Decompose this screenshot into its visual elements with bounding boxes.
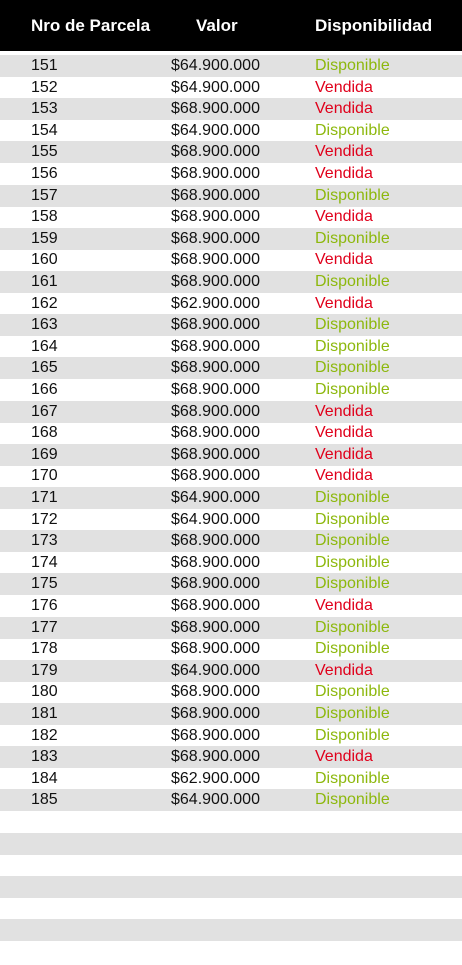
- status-cell: Vendida: [315, 424, 373, 442]
- status-cell: Vendida: [315, 251, 373, 269]
- parcela-cell: 171: [31, 489, 58, 506]
- status-cell: Vendida: [315, 597, 373, 614]
- status-cell: Vendida: [315, 661, 373, 679]
- parcela-cell: 184: [31, 769, 58, 787]
- valor-cell: $64.900.000: [171, 489, 260, 506]
- table-row: [0, 271, 462, 293]
- parcela-cell: 163: [31, 316, 58, 334]
- column-header-disponibilidad: Disponibilidad: [315, 16, 433, 35]
- parcela-cell: 173: [31, 532, 58, 550]
- table-row: [0, 509, 462, 531]
- table-row: [0, 660, 462, 682]
- empty-table-row: [0, 897, 462, 919]
- status-cell: Disponible: [315, 229, 390, 247]
- status-cell: Vendida: [315, 78, 373, 96]
- parcela-cell: 157: [31, 186, 58, 204]
- valor-cell: $68.900.000: [171, 467, 260, 485]
- status-cell: Vendida: [315, 467, 373, 485]
- status-cell: Vendida: [315, 143, 373, 161]
- table-header: [0, 0, 462, 51]
- status-cell: Vendida: [315, 294, 373, 312]
- table-row: [0, 98, 462, 120]
- empty-table-row: [0, 833, 462, 855]
- parcela-cell: 182: [31, 726, 58, 744]
- empty-table-row: [0, 854, 462, 876]
- status-cell: Disponible: [315, 618, 390, 636]
- table-row: [0, 789, 462, 811]
- valor-cell: $68.900.000: [171, 532, 260, 550]
- valor-cell: $68.900.000: [171, 359, 260, 377]
- parcela-cell: 160: [31, 251, 58, 269]
- parcela-cell: 165: [31, 359, 58, 377]
- table-row: [0, 444, 462, 466]
- valor-cell: $68.900.000: [171, 208, 260, 226]
- parcela-cell: 185: [31, 791, 58, 809]
- status-cell: Disponible: [315, 121, 390, 139]
- table-row: [0, 638, 462, 660]
- valor-cell: $68.900.000: [171, 143, 260, 161]
- table-row: [0, 357, 462, 379]
- table-row: [0, 681, 462, 703]
- table-row: [0, 379, 462, 401]
- parcela-cell: 166: [31, 381, 58, 398]
- parcela-cell: 167: [31, 402, 58, 420]
- valor-cell: $64.900.000: [171, 78, 260, 96]
- parcela-cell: 170: [31, 467, 58, 485]
- table-row: [0, 768, 462, 790]
- valor-cell: $68.900.000: [171, 553, 260, 571]
- status-cell: Disponible: [315, 791, 390, 809]
- status-cell: Vendida: [315, 208, 373, 226]
- status-cell: Disponible: [315, 769, 390, 787]
- status-cell: Vendida: [315, 402, 373, 420]
- parcela-cell: 169: [31, 445, 58, 463]
- parcela-cell: 155: [31, 143, 58, 161]
- parcela-cell: 168: [31, 424, 58, 442]
- valor-cell: $68.900.000: [171, 618, 260, 636]
- parcela-cell: 172: [31, 510, 58, 528]
- parcela-cell: 180: [31, 683, 58, 701]
- valor-cell: $68.900.000: [171, 381, 260, 398]
- status-cell: Disponible: [315, 316, 390, 334]
- valor-cell: $68.900.000: [171, 402, 260, 420]
- parcela-cell: 177: [31, 618, 58, 636]
- table-row: [0, 77, 462, 99]
- valor-cell: $68.900.000: [171, 186, 260, 204]
- parcela-cell: 178: [31, 640, 58, 658]
- table-row: [0, 55, 462, 77]
- status-cell: Vendida: [315, 445, 373, 463]
- valor-cell: $68.900.000: [171, 337, 260, 355]
- parcela-cell: 179: [31, 661, 58, 679]
- status-cell: Disponible: [315, 489, 390, 506]
- parcela-cell: 154: [31, 121, 58, 139]
- table-row: [0, 120, 462, 142]
- status-cell: Vendida: [315, 748, 373, 766]
- table-row: [0, 228, 462, 250]
- status-cell: Disponible: [315, 683, 390, 701]
- parcela-cell: 183: [31, 748, 58, 766]
- status-cell: Disponible: [315, 575, 390, 593]
- table-row: [0, 336, 462, 358]
- valor-cell: $68.900.000: [171, 640, 260, 658]
- status-cell: Vendida: [315, 100, 373, 118]
- parcela-cell: 175: [31, 575, 58, 593]
- valor-cell: $64.900.000: [171, 661, 260, 679]
- valor-cell: $64.900.000: [171, 791, 260, 809]
- status-cell: Disponible: [315, 640, 390, 658]
- valor-cell: $68.900.000: [171, 705, 260, 722]
- parcela-cell: 156: [31, 165, 58, 182]
- table-row: [0, 595, 462, 617]
- valor-cell: $64.900.000: [171, 121, 260, 139]
- table-row: [0, 185, 462, 207]
- status-cell: Disponible: [315, 337, 390, 355]
- valor-cell: $62.900.000: [171, 769, 260, 787]
- empty-table-row: [0, 941, 462, 963]
- status-cell: Disponible: [315, 273, 390, 290]
- parcela-cell: 161: [31, 273, 58, 290]
- table-row: [0, 617, 462, 639]
- valor-cell: $68.900.000: [171, 597, 260, 614]
- table-row: [0, 487, 462, 509]
- parcela-cell: 164: [31, 337, 58, 355]
- table-row: [0, 141, 462, 163]
- valor-cell: $68.900.000: [171, 748, 260, 766]
- column-header-parcela: Nro de Parcela: [31, 16, 151, 35]
- valor-cell: $68.900.000: [171, 100, 260, 118]
- status-cell: Disponible: [315, 726, 390, 744]
- status-cell: Disponible: [315, 57, 390, 74]
- status-cell: Disponible: [315, 532, 390, 550]
- status-cell: Disponible: [315, 381, 390, 398]
- table-row: [0, 465, 462, 487]
- status-cell: Vendida: [315, 165, 373, 182]
- table-row: [0, 314, 462, 336]
- parcela-cell: 151: [31, 57, 58, 74]
- table-row: [0, 206, 462, 228]
- empty-table-row: [0, 919, 462, 941]
- parcela-cell: 152: [31, 78, 58, 96]
- empty-table-row: [0, 876, 462, 898]
- parcela-cell: 162: [31, 294, 58, 312]
- parcela-cell: 158: [31, 208, 58, 226]
- parcela-cell: 181: [31, 705, 58, 722]
- table-row: [0, 552, 462, 574]
- valor-cell: $64.900.000: [171, 510, 260, 528]
- valor-cell: $68.900.000: [171, 726, 260, 744]
- parcela-cell: 153: [31, 100, 58, 118]
- status-cell: Disponible: [315, 510, 390, 528]
- table-row: [0, 573, 462, 595]
- valor-cell: $68.900.000: [171, 229, 260, 247]
- valor-cell: $68.900.000: [171, 424, 260, 442]
- valor-cell: $68.900.000: [171, 165, 260, 182]
- valor-cell: $68.900.000: [171, 273, 260, 290]
- status-cell: Disponible: [315, 705, 390, 722]
- table-row: [0, 401, 462, 423]
- table-row: [0, 422, 462, 444]
- parcela-cell: 174: [31, 553, 58, 571]
- empty-table-row: [0, 811, 462, 833]
- valor-cell: $68.900.000: [171, 251, 260, 269]
- valor-cell: $64.900.000: [171, 57, 260, 74]
- valor-cell: $68.900.000: [171, 316, 260, 334]
- valor-cell: $68.900.000: [171, 575, 260, 593]
- parcela-cell: 159: [31, 229, 58, 247]
- parcela-cell: 176: [31, 597, 58, 614]
- status-cell: Disponible: [315, 186, 390, 204]
- status-cell: Disponible: [315, 553, 390, 571]
- status-cell: Disponible: [315, 359, 390, 377]
- table-row: [0, 530, 462, 552]
- table-row: [0, 725, 462, 747]
- table-row: [0, 293, 462, 315]
- table-row: [0, 746, 462, 768]
- valor-cell: $68.900.000: [171, 445, 260, 463]
- table-row: [0, 163, 462, 185]
- valor-cell: $68.900.000: [171, 683, 260, 701]
- column-header-valor: Valor: [196, 16, 238, 35]
- table-row: [0, 249, 462, 271]
- table-row: [0, 703, 462, 725]
- valor-cell: $62.900.000: [171, 294, 260, 312]
